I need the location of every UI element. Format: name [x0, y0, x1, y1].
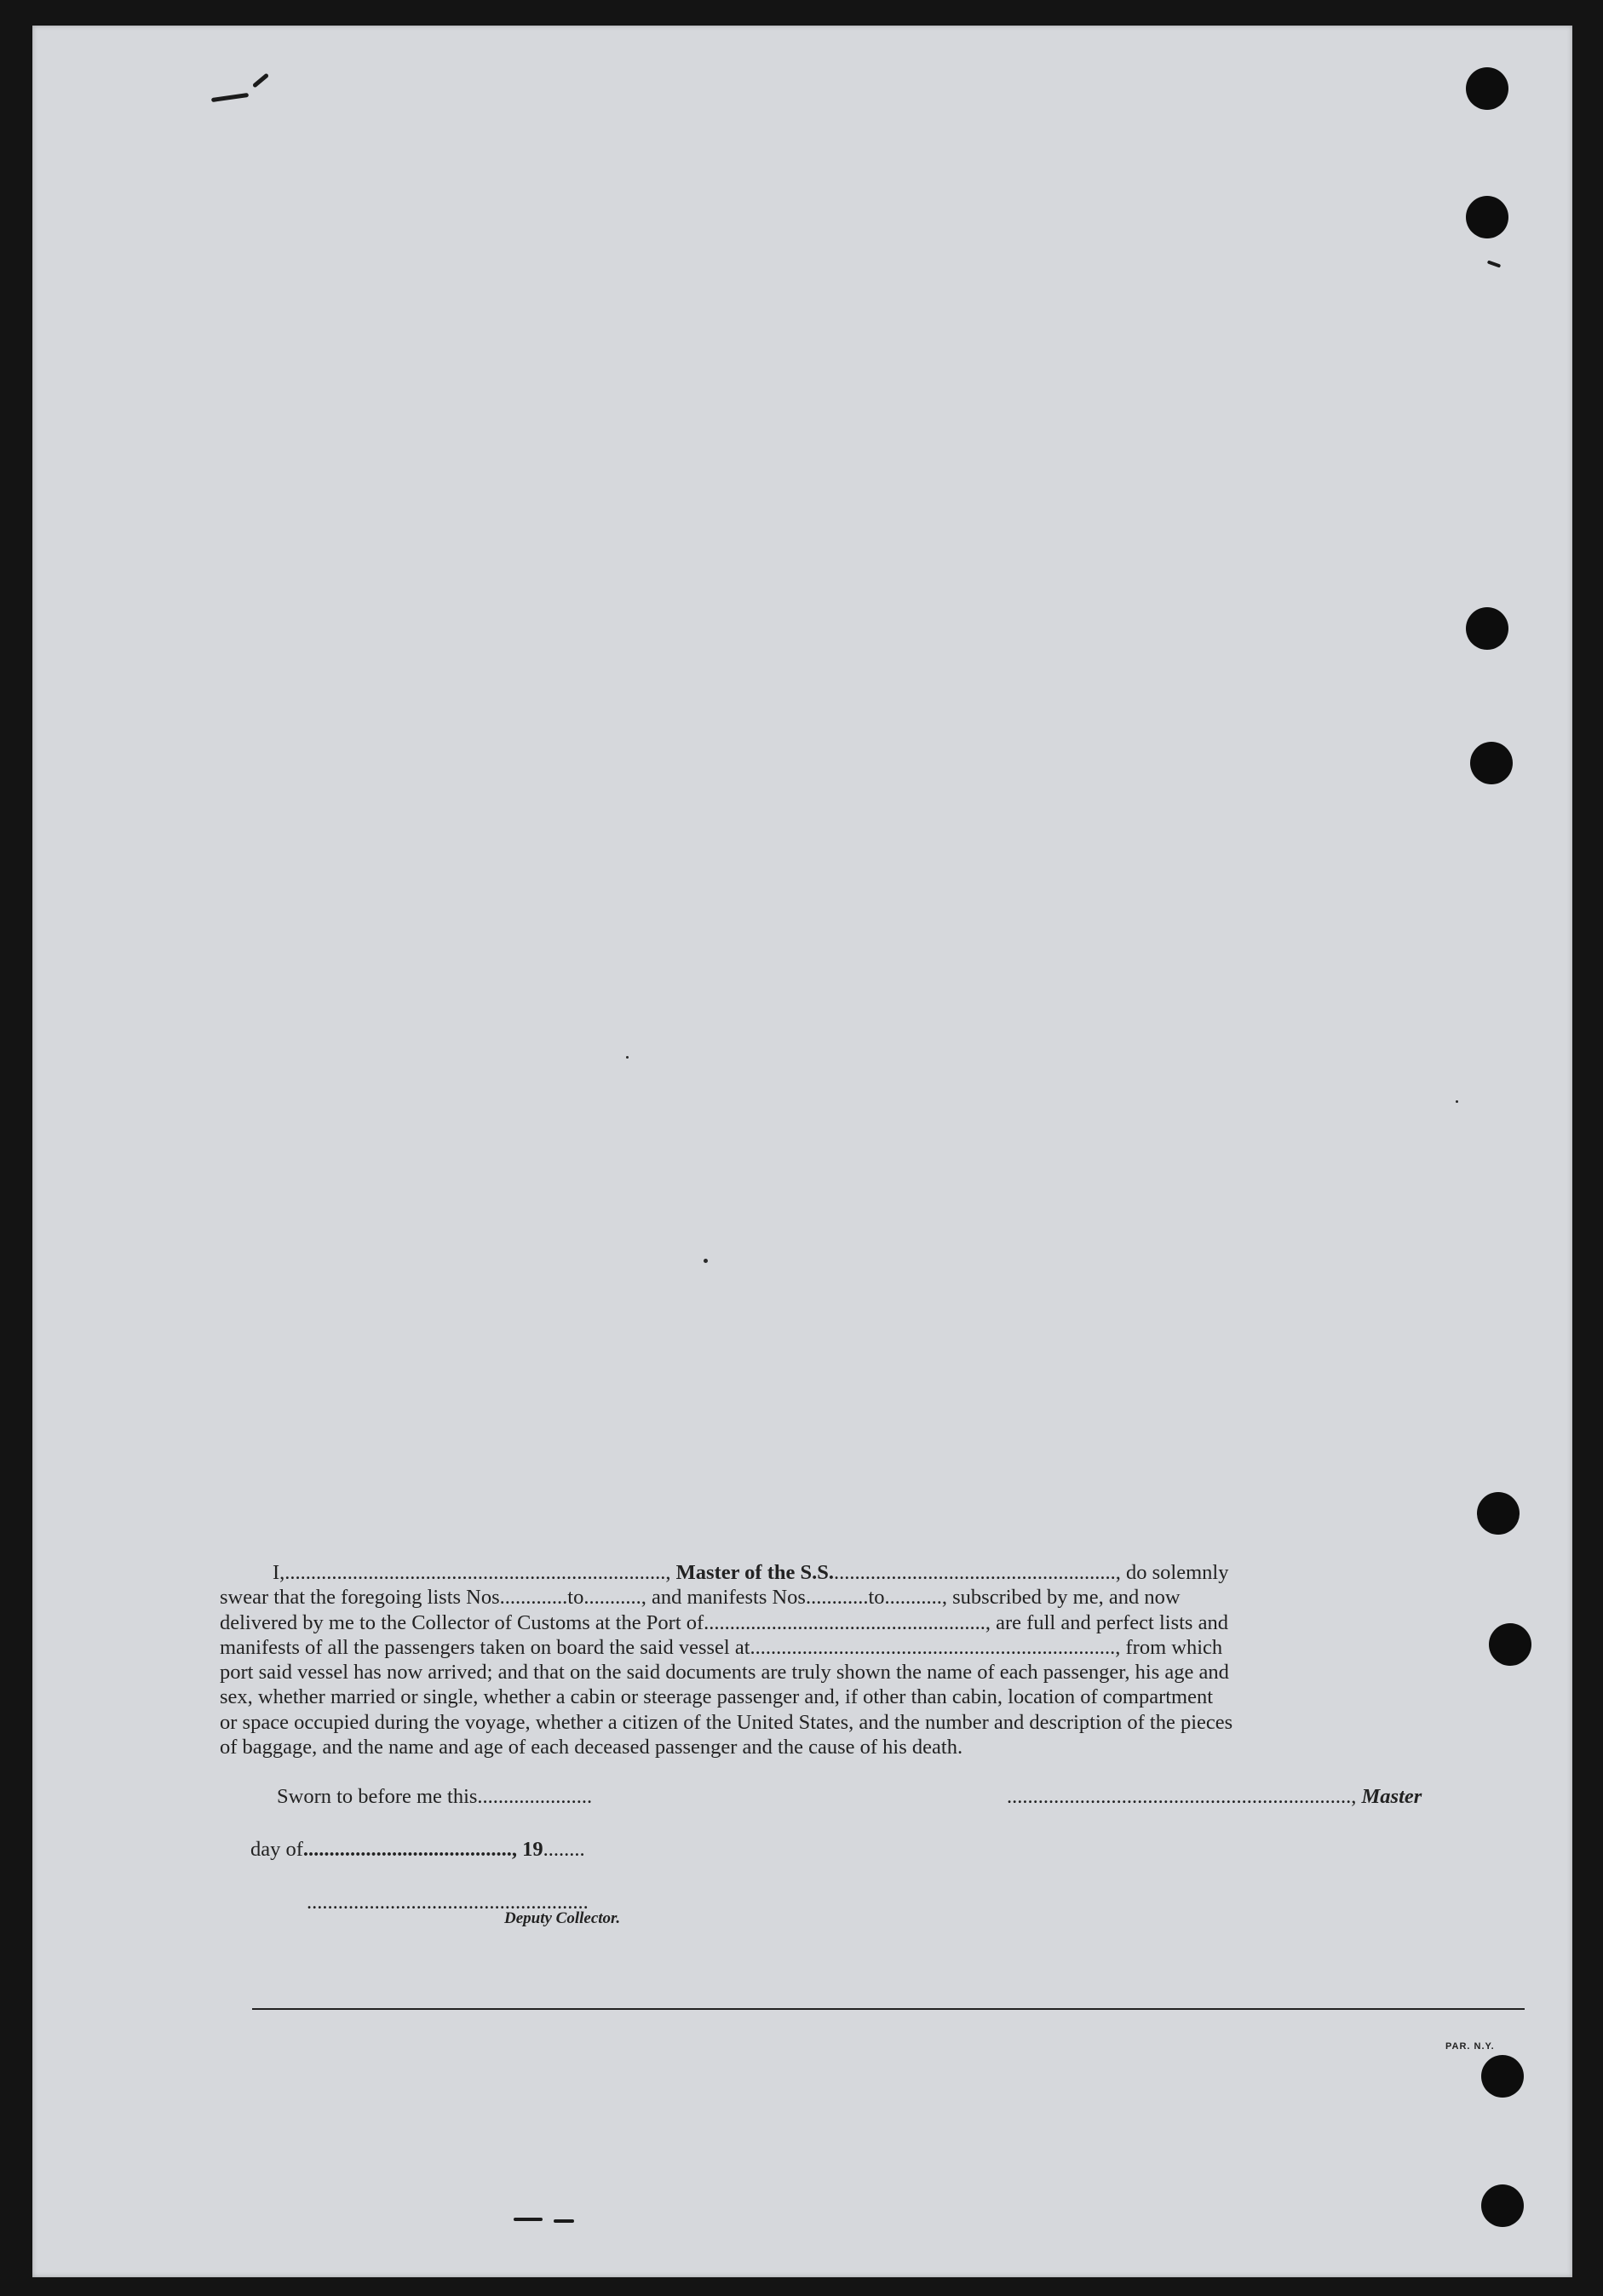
oath-line-2: swear that the foregoing lists Nos.............to..........., and manifests Nos............to..........., subscribed by me, and now — [220, 1586, 1181, 1610]
form-code: PAR. N.Y. — [1445, 2041, 1495, 2052]
punch-hole — [1481, 2184, 1524, 2227]
day-dots: ........................................, 19 — [302, 1838, 543, 1861]
punch-hole — [1477, 1492, 1520, 1535]
oath-line-1-prefix: I,........................................................................., — [273, 1561, 676, 1584]
master-of-ss-label: Master of the S.S. — [675, 1561, 834, 1584]
pen-mark-right — [1487, 260, 1501, 267]
punch-hole — [1481, 2055, 1524, 2098]
day-of-label: day of — [250, 1838, 303, 1861]
horizontal-rule — [252, 2008, 1525, 2010]
oath-line-1-suffix: ......................................................, do solemnly — [834, 1561, 1229, 1584]
punch-hole — [1489, 1623, 1531, 1666]
master-signature-line — [1007, 1785, 1422, 1809]
document-page — [32, 26, 1572, 2277]
oath-line-7: or space occupied during the voyage, whether a citizen of the United States, and the number and description of the pieces — [220, 1710, 1233, 1734]
master-signature-dots: .................................................................., — [1007, 1785, 1362, 1808]
oath-line-6: sex, whether married or single, whether a cabin or steerage passenger and, if other than cabin, location of compartment — [220, 1685, 1214, 1709]
sworn-before-me: Sworn to before me this...................... — [277, 1785, 593, 1808]
oath-line-8: of baggage, and the name and age of each deceased passenger and the cause of his death. — [220, 1736, 963, 1759]
speck — [1456, 1100, 1458, 1103]
speck — [626, 1056, 629, 1059]
master-label: Master — [1361, 1785, 1422, 1808]
oath-paragraph — [220, 1560, 1525, 1759]
year-dots: ........ — [543, 1838, 585, 1861]
pen-mark-bottom-2 — [554, 2219, 574, 2223]
pen-mark-top — [211, 93, 249, 102]
punch-hole — [1466, 607, 1508, 650]
oath-line-1 — [220, 1560, 1525, 1585]
punch-hole — [1466, 196, 1508, 238]
oath-line-4: manifests of all the passengers taken on board the said vessel at......................................................................, from which — [220, 1635, 1223, 1659]
pen-mark-top-2 — [252, 73, 269, 89]
punch-hole — [1470, 742, 1513, 784]
punch-hole — [1466, 67, 1508, 110]
oath-line-3: delivered by me to the Collector of Customs at the Port of......................................................, are full and perfect lists and — [220, 1610, 1228, 1634]
speck — [704, 1259, 708, 1263]
deputy-collector-signature-line: ...................................................... — [307, 1891, 589, 1914]
date-line — [250, 1838, 585, 1862]
oath-line-5: port said vessel has now arrived; and that on the said documents are truly shown the name of each passenger, his age and — [220, 1661, 1229, 1685]
pen-mark-bottom — [514, 2218, 543, 2221]
deputy-collector-label: Deputy Collector. — [504, 1909, 621, 1927]
